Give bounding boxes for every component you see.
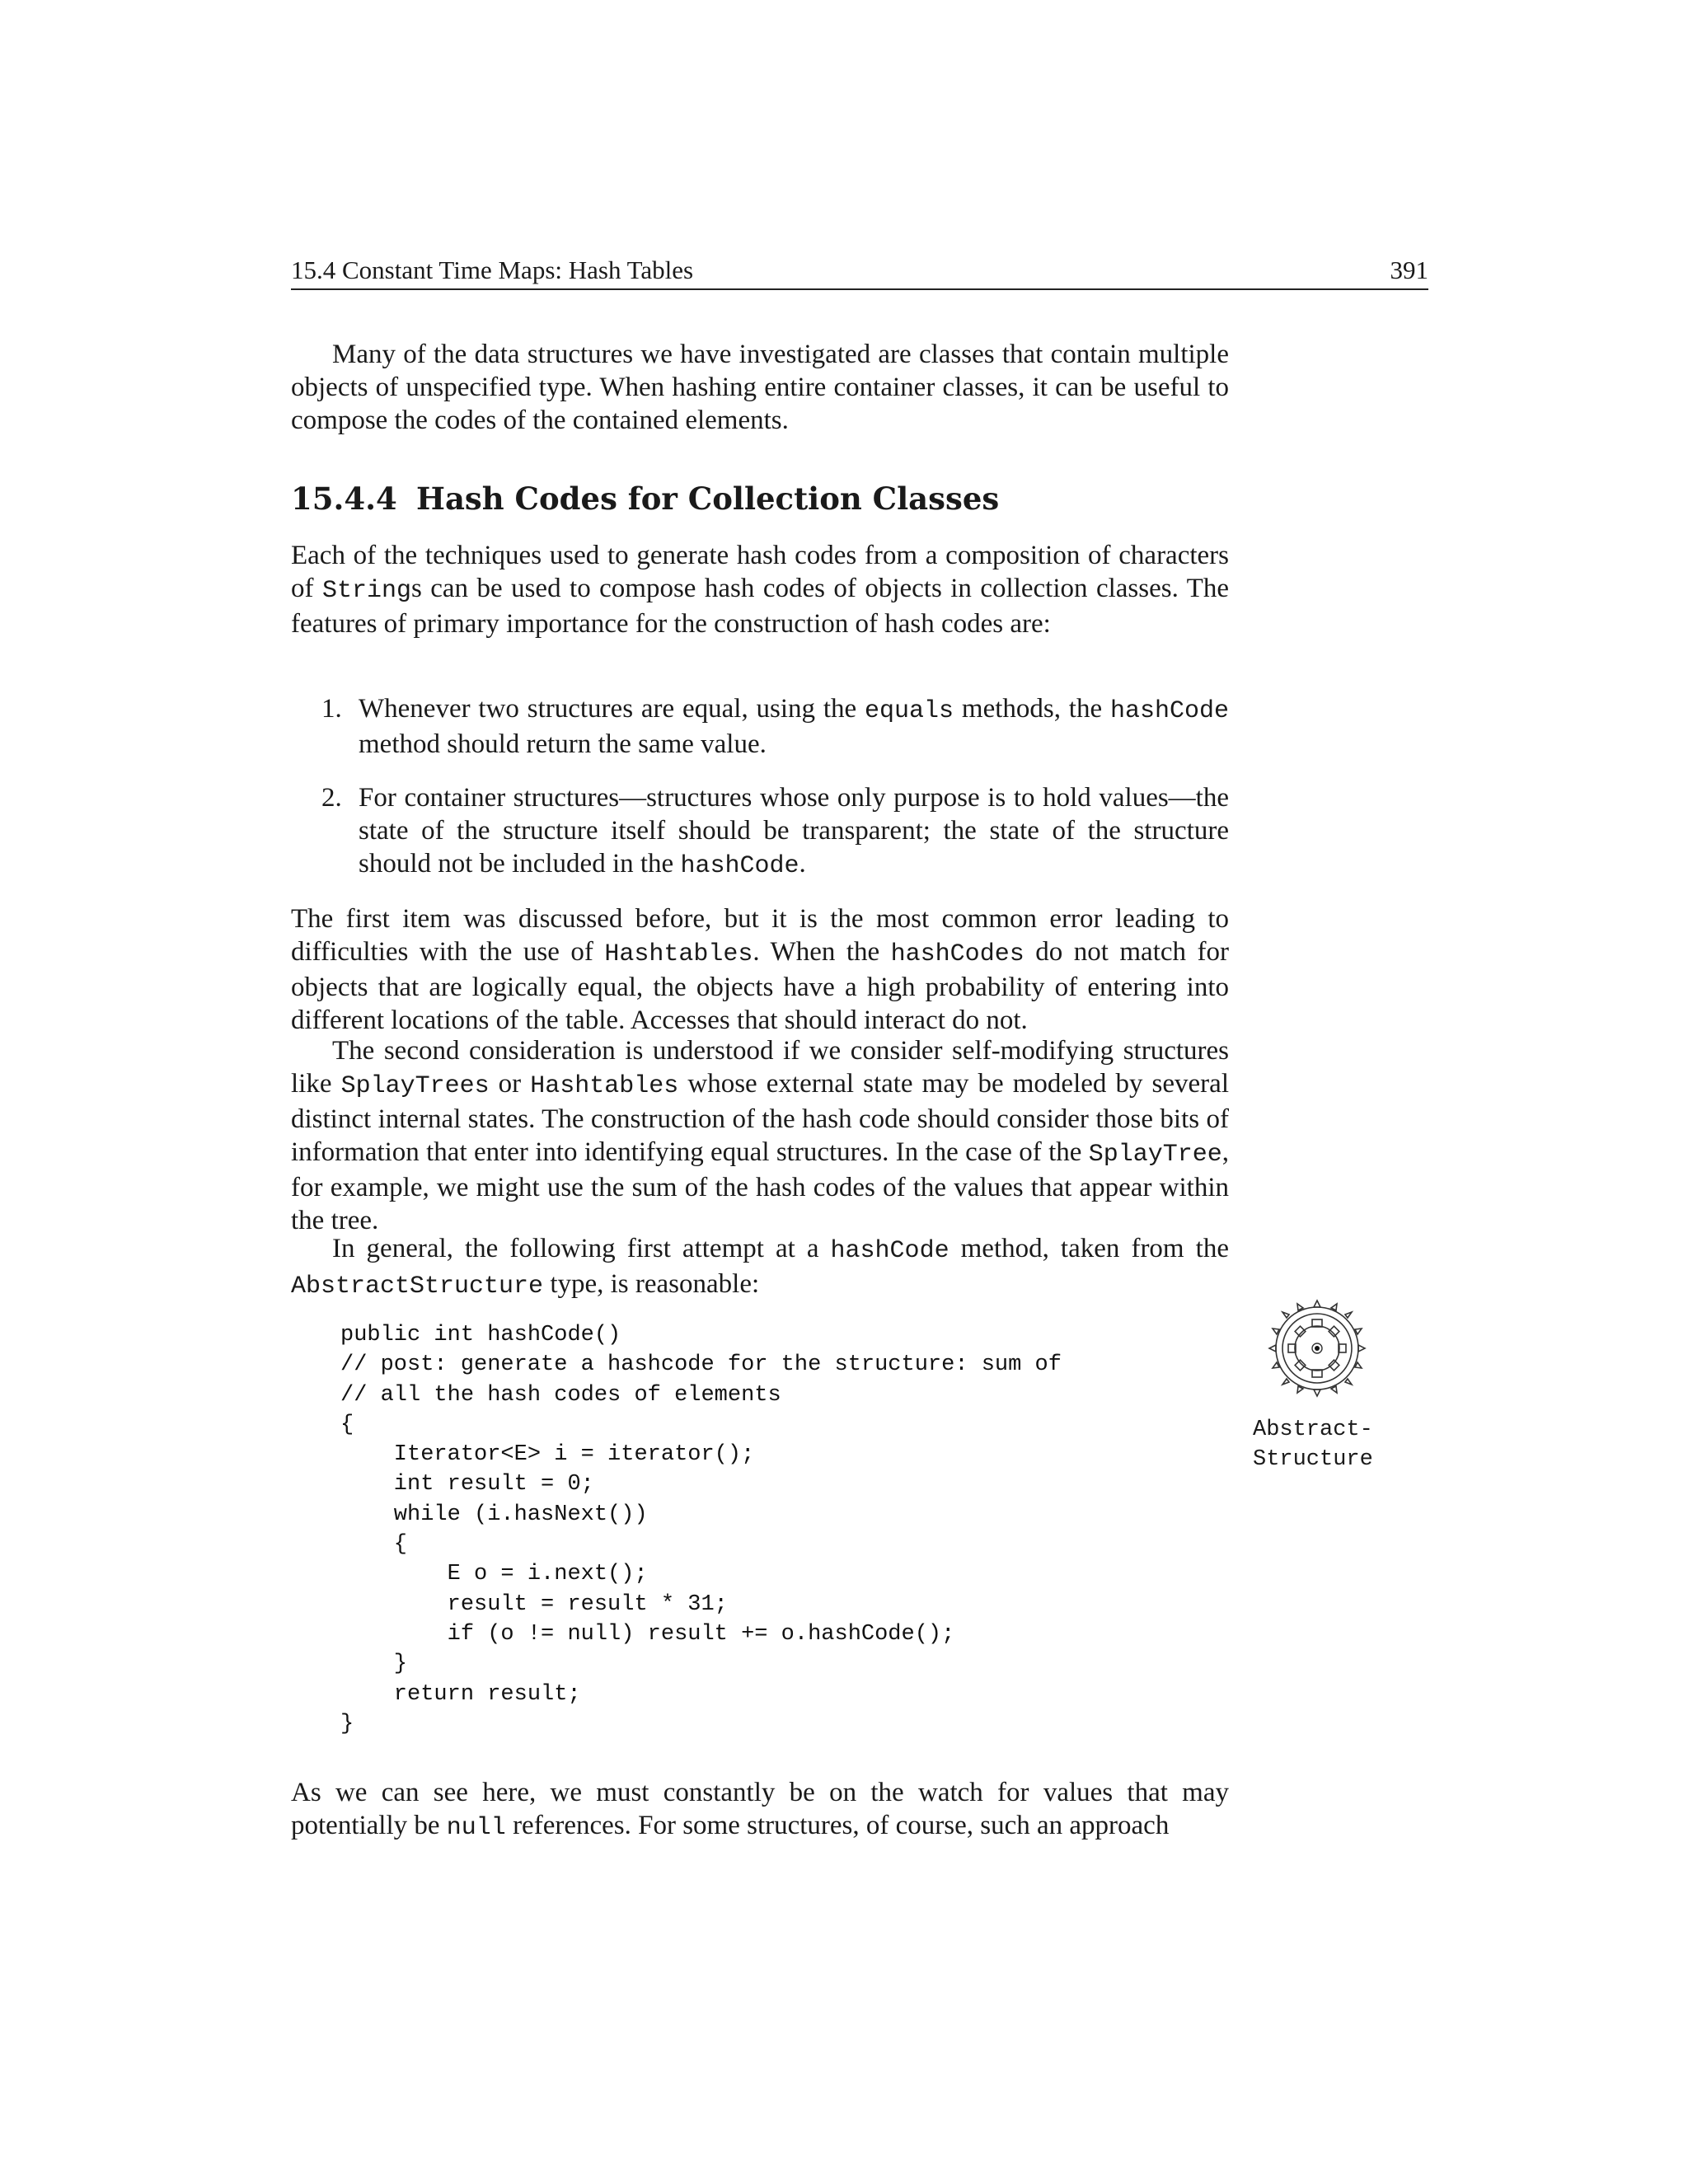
list-item-text: Whenever two structures are equal, using the equals methods, the hashCode method should return the same value. xyxy=(359,694,1229,759)
paragraph-5: As we can see here, we must constantly be on the watch for values that may potentially be null references. For some structures, of course, such an approach xyxy=(291,1778,1229,1842)
section-number: 15.4.4 xyxy=(291,480,397,517)
inline-code: equals xyxy=(865,697,954,725)
code-listing: public int hashCode() // post: generate a hashcode for the structure: sum of // all the hash codes of elements { Iterator<E> i = iterator(); int result = 0; while (i.hasNext()) { E o = i.next(); result = result * 31; if (o != null) result += o.hashCode(); } return result; } xyxy=(340,1323,1062,1736)
paragraph-1: Each of the techniques used to generate hash codes from a composition of characters of Strings can be used to compose hash codes of objects in collection classes. The features of primary importance for the construction of hash codes are: xyxy=(291,541,1229,639)
running-title: 15.4 Constant Time Maps: Hash Tables xyxy=(291,255,694,284)
intro-paragraph: Many of the data structures we have investigated are classes that contain multiple objects of unspecified type. When hashing entire container classes, it can be useful to compose the codes of the contained elements. xyxy=(291,340,1229,435)
list-item-text: For container structures—structures whose only purpose is to hold values—the state of the structure itself should be transparent; the state of the structure should not be included in the hashCode. xyxy=(359,783,1229,880)
page-number: 391 xyxy=(1390,255,1428,284)
inline-code: Hashtables xyxy=(530,1072,679,1100)
section-title: Hash Codes for Collection Classes xyxy=(416,480,1000,517)
inline-code: SplayTrees xyxy=(340,1072,490,1100)
inline-code: String xyxy=(321,577,411,605)
inline-code: null xyxy=(446,1814,506,1842)
inline-code: hashCode xyxy=(830,1237,950,1265)
inline-code: hashCode xyxy=(680,852,799,880)
list-item xyxy=(321,781,1229,883)
paragraph-3: The second consideration is understood if we consider self-modifying structures like SplayTrees or Hashtables whose external state may be modeled by several distinct internal states. The construction of the hash code should consider those bits of information that enter into identifying equal structures. In the case of the SplayTree, for example, we might use the sum of the hash codes of the values that appear within the tree. xyxy=(291,1036,1229,1235)
inline-code: hashCodes xyxy=(890,940,1025,968)
section-heading xyxy=(291,480,999,517)
list-marker: 2. xyxy=(321,783,342,813)
inline-code: AbstractStructure xyxy=(291,1272,544,1301)
paragraph-4: In general, the following first attempt at a hashCode method, taken from the AbstractStructure type, is reasonable: xyxy=(291,1234,1229,1301)
list-item xyxy=(321,692,1229,761)
page-header xyxy=(291,252,1428,290)
inline-code: SplayTree xyxy=(1088,1141,1222,1169)
paragraph-2: The first item was discussed before, but it is the most common error leading to difficulties with the use of Hashtables. When the hashCodes do not match for objects that are logically equal, the objects have a high probability of entering into different locations of the table. Accesses that should interact do not. xyxy=(291,904,1230,1035)
inline-code: hashCode xyxy=(1109,697,1229,725)
margin-note: Abstract- Structure xyxy=(1253,1418,1373,1472)
inline-code: Hashtables xyxy=(604,940,753,968)
gear-structure-icon xyxy=(1268,1299,1367,1398)
list-marker: 1. xyxy=(321,694,342,724)
